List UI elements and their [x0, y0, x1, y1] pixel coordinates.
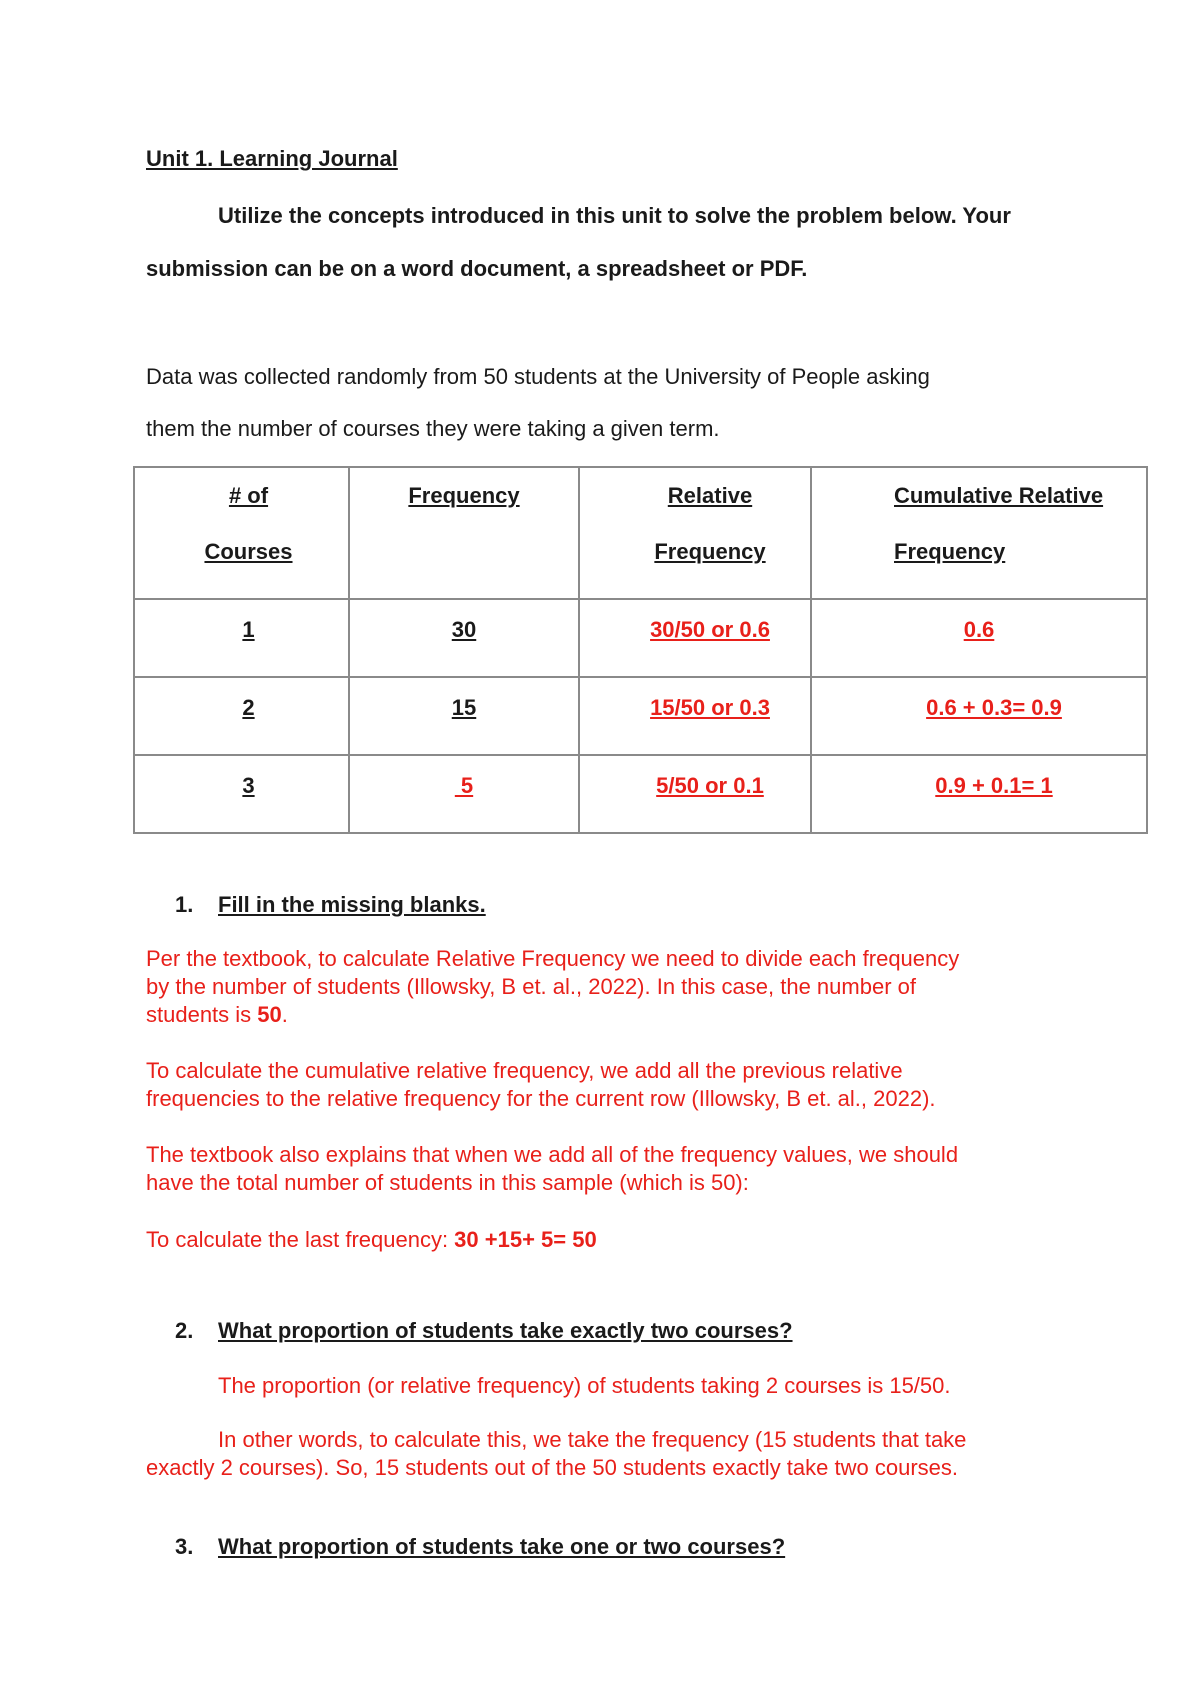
table-header-row: [134, 467, 1147, 599]
question-1-text: Fill in the missing blanks.: [218, 892, 486, 917]
intro-line-1: Data was collected randomly from 50 students at the University of People asking: [146, 364, 930, 389]
instructions-line-2: submission can be on a word document, a spreadsheet or PDF.: [146, 256, 808, 281]
question-3-number: 3.: [175, 1534, 194, 1559]
instructions-line-1: Utilize the concepts introduced in this unit to solve the problem below. Your: [218, 203, 1011, 228]
question-2-text: What proportion of students take exactly two courses?: [218, 1318, 793, 1343]
answer-1-paragraph-1: Per the textbook, to calculate Relative Frequency we need to divide each frequency by the number of students (Illowsky, B et. al., 2022). In this case, the number of students is 50.: [146, 946, 960, 1027]
header-cumulative-relative-frequency: [811, 467, 1147, 599]
cell-courses: 2: [134, 677, 349, 755]
answer-1-paragraph-3: The textbook also explains that when we add all of the frequency values, we should have the total number of students in this sample (which is 50):: [146, 1142, 959, 1195]
answer-1-paragraph-2: To calculate the cumulative relative frequency, we add all the previous relative frequencies to the relative frequency for the current row (Illowsky, B et. al., 2022).: [146, 1058, 936, 1111]
header-cumrel-line2: Frequency: [894, 539, 1006, 564]
header-courses: [134, 467, 349, 599]
table-row: [134, 677, 1147, 755]
header-cumrel-line1: Cumulative Relative: [894, 483, 1104, 508]
header-relfreq-line1: Relative: [667, 483, 753, 508]
question-2: [175, 1318, 793, 1344]
table-row: [134, 755, 1147, 833]
answer-2-paragraph-2: In other words, to calculate this, we take the frequency (15 students that take exactly 2 courses). So, 15 students out of the 50 students exactly take two courses.: [146, 1427, 967, 1480]
question-3: [175, 1534, 785, 1560]
intro-line-2: them the number of courses they were taking a given term.: [146, 416, 720, 441]
cell-courses: 3: [134, 755, 349, 833]
cell-cumulative: 0.9 + 0.1= 1: [811, 755, 1147, 833]
header-relative-frequency: [579, 467, 811, 599]
header-relfreq-line2: Frequency: [654, 539, 766, 564]
cell-frequency: 15: [349, 677, 579, 755]
table-row: [134, 599, 1147, 677]
answer-1-paragraph-4: To calculate the last frequency: 30 +15+ 5= 50: [146, 1227, 597, 1252]
header-courses-line2: Courses: [204, 539, 293, 564]
cell-frequency: 5: [349, 755, 579, 833]
cell-cumulative: 0.6 + 0.3= 0.9: [811, 677, 1147, 755]
question-1: [175, 892, 486, 918]
frequency-table: [133, 466, 1148, 834]
answer-2-line-1: The proportion (or relative frequency) of students taking 2 courses is 15/50.: [218, 1373, 951, 1398]
cell-relative: 5/50 or 0.1: [579, 755, 811, 833]
header-frequency: [349, 467, 579, 599]
cell-courses: 1: [134, 599, 349, 677]
question-1-number: 1.: [175, 892, 194, 917]
cell-relative: 30/50 or 0.6: [579, 599, 811, 677]
header-frequency-label: Frequency: [408, 483, 520, 508]
cell-cumulative: 0.6: [811, 599, 1147, 677]
question-3-text: What proportion of students take one or two courses?: [218, 1534, 786, 1559]
question-2-number: 2.: [175, 1318, 194, 1343]
cell-relative: 15/50 or 0.3: [579, 677, 811, 755]
header-courses-line1: # of: [228, 483, 269, 508]
page-title: Unit 1. Learning Journal: [146, 146, 398, 171]
cell-frequency: 30: [349, 599, 579, 677]
